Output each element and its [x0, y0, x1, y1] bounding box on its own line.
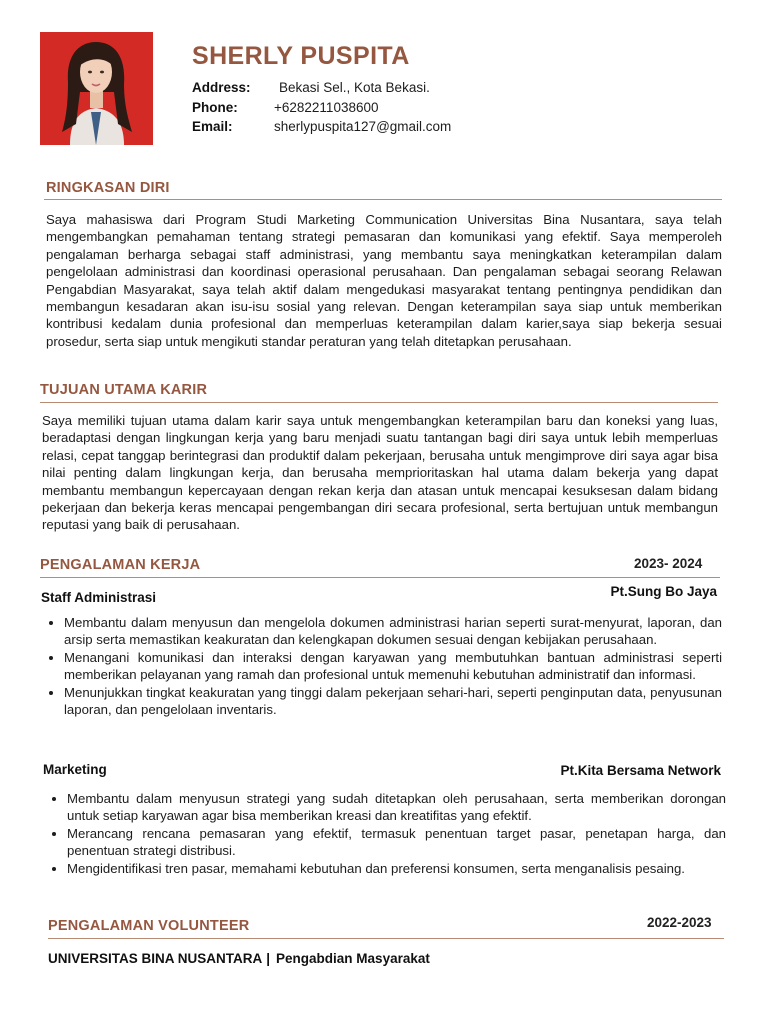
list-item: • Menangani komunikasi dan interaksi dengan karyawan yang membutuhkan bantuan administrasi seperti memberikan pelayanan yang ramah dan profesional untuk memenuhi kebutuhan administratif dan informasi. — [64, 649, 722, 684]
email-label: Email: — [192, 119, 233, 134]
list-item: • Menunjukkan tingkat keakuratan yang tinggi dalam pekerjaan sehari-hari, seperti penginputan data, penyusunan laporan, dan pengelolaan inventaris. — [64, 684, 722, 719]
list-item: • Merancang rencana pemasaran yang efektif, termasuk penentuan target pasar, penetapan harga, dan penentuan strategi distribusi. — [67, 825, 726, 860]
summary-text: Saya mahasiswa dari Program Studi Marketing Communication Universitas Bina Nusantara, saya telah mengembangkan pemahaman tentang strategi pemasaran dan komunikasi yang efektif. Saya memperoleh pengalaman berharga sebagai staff administrasi, yang membantu saya meningkatkan keterampilan dalam pengelolaan administrasi dan koordinasi operasional perusahaan. Dan pengalaman sebagai seorang Relawan Pengabdian Masyarakat, saya telah aktif dalam mengedukasi masyarakat tentang pentingnya pendidikan dan membangun kesadaran akan isu-isu sosial yang relevan. Dengan keterampilan saya siap untuk memberikan kontribusi kedalam dunia profesional dan memperluas keterampilan dalam karier,saya siap bekerja sesuai prosedur, serta siap untuk mengikuti standar peraturan yang telah ditetapkan perusahaan. — [46, 212, 722, 349]
work-experience-heading: PENGALAMAN KERJA — [40, 557, 201, 573]
summary-heading: RINGKASAN DIRI — [46, 180, 170, 196]
list-item: • Mengidentifikasi tren pasar, memahami kebutuhan dan preferensi konsumen, serta menganalisis pesaing. — [67, 860, 726, 877]
volunteer-heading: PENGALAMAN VOLUNTEER — [48, 918, 250, 934]
career-goal-divider — [40, 402, 718, 403]
job-duties-staff-administrasi — [42, 614, 722, 718]
list-item: • Membantu dalam menyusun strategi yang sudah ditetapkan oleh perusahaan, serta memberikan dorongan untuk setiap karyawan agar bisa memberikan kreasi dan kreatifitas yang efektif. — [67, 790, 726, 825]
job-duties-marketing — [45, 790, 726, 877]
volunteer-entry — [48, 951, 430, 966]
volunteer-years: 2022-2023 — [647, 915, 712, 930]
volunteer-divider — [48, 938, 724, 939]
portrait-illustration — [40, 32, 153, 145]
volunteer-separator: | — [266, 951, 271, 966]
address-label: Address: — [192, 80, 251, 95]
work-experience-divider — [40, 577, 720, 578]
volunteer-organization: UNIVERSITAS BINA NUSANTARA — [48, 951, 263, 966]
company-sung-bo-jaya: Pt.Sung Bo Jaya — [610, 584, 717, 599]
phone-label: Phone: — [192, 99, 238, 115]
career-goal-heading: TUJUAN UTAMA KARIR — [40, 382, 208, 398]
phone-value: +6282211038600 — [274, 99, 379, 115]
career-goal-text: Saya memiliki tujuan utama dalam karir saya untuk mengembangkan keterampilan baru dan koneksi yang luas, beradaptasi dengan lingkungan kerja yang baru menjadi suatu tantangan bagi diri saya untuk lebih memperluas relasi, cepat tanggap berintegrasi dan produktif dalam pekerjaan, berusaha untuk mengimprove diri saya agar bisa nilai penting dalam lingkungan kerja, dan berusaha memprioritaskan hal utama dalam bekerja yang dapat membantu membangun kepercayaan dengan rekan kerja dan atasan untuk mencapai kesuksesan dalam bidang pekerjaan dan bekerja keras mencapai pengembangan diri secara profesional, serta bertujuan untuk membangun reputasi yang baik di perusahaan. — [42, 413, 718, 533]
candidate-name: SHERLY PUSPITA — [192, 42, 410, 70]
list-item: • Membantu dalam menyusun dan mengelola dokumen administrasi harian seperti surat-menyurat, laporan, dan arsip serta memastikan keakuratan dan kelengkapan dokumen sesuai dengan kebijakan perusahaan. — [64, 614, 722, 649]
profile-photo — [40, 32, 153, 145]
job-title-staff-administrasi: Staff Administrasi — [41, 590, 157, 605]
job-title-marketing: Marketing — [43, 762, 107, 777]
company-kita-bersama-network: Pt.Kita Bersama Network — [560, 763, 721, 778]
volunteer-role: Pengabdian Masyarakat — [276, 951, 430, 966]
summary-divider — [44, 199, 722, 200]
email-value: sherlypuspita127@gmail.com — [274, 119, 452, 134]
work-experience-years: 2023- 2024 — [634, 556, 703, 571]
address-value: Bekasi Sel., Kota Bekasi. — [279, 80, 430, 95]
